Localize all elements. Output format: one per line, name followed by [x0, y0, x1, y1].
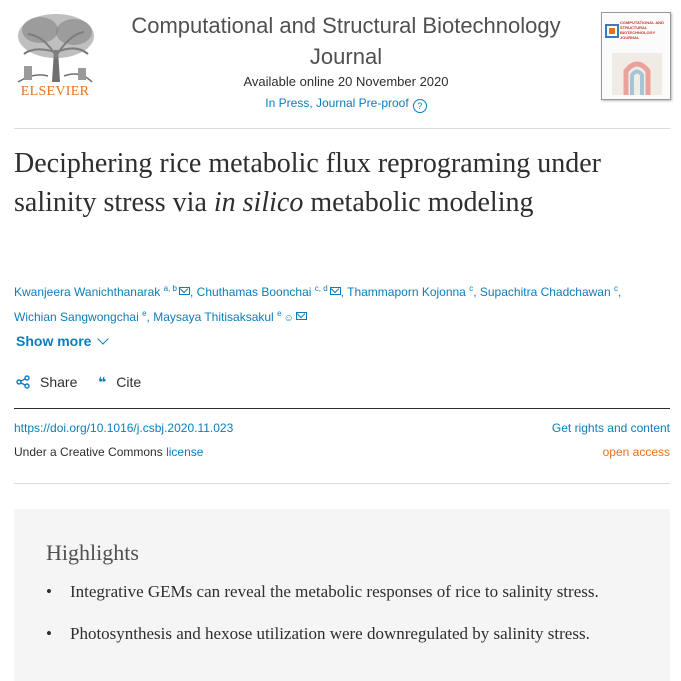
author-list: Kwanjeera Wanichthanarak $^{a, b}$ , Chuthamas Boonchai $^{c, d}$ , Thammaporn Kojonna $^c$, Supachitra Chadchawan $^c$, Wichian Sangwongchai $^e$, Maysaya Thitisaksakul $^e$ ☺ [14, 284, 622, 324]
journal-status-label[interactable]: In Press, Journal Pre-proof [265, 96, 409, 110]
author-affiliation[interactable]: c [469, 284, 474, 293]
highlight-item: • Photosynthesis and hexose utilization were downregulated by salinity stress. [46, 621, 636, 647]
cite-button[interactable] [98, 374, 141, 391]
license-link[interactable]: license [166, 445, 204, 459]
highlights-section [14, 509, 670, 681]
author-affiliation[interactable]: c [613, 284, 618, 293]
journal-status[interactable] [120, 96, 572, 113]
author-link[interactable]: Supachitra Chadchawan [479, 285, 611, 299]
meta-divider [14, 408, 670, 409]
title-italic: in silico [213, 187, 304, 218]
show-more-label: Show more [16, 333, 92, 349]
header-divider [14, 128, 670, 129]
cover-artwork [612, 53, 662, 95]
elsevier-wordmark[interactable]: ELSEVIER [20, 84, 90, 99]
author-affiliation[interactable]: e [277, 309, 282, 318]
title-text-2: metabolic modeling [303, 187, 534, 218]
quote-icon: ❝ [98, 374, 107, 390]
author-link[interactable]: Wichian Sangwongchai [14, 310, 139, 324]
author-link[interactable]: Kwanjeera Wanichthanarak [14, 285, 161, 299]
cover-title: COMPUTATIONAL AND STRUCTURAL BIOTECHNOLOGY JOURNAL [620, 20, 665, 40]
available-online-date: Available online 20 November 2020 [243, 74, 449, 89]
author-link[interactable]: Chuthamas Boonchai [196, 285, 312, 299]
author-link[interactable]: Thammaporn Kojonna [347, 285, 466, 299]
show-more-button[interactable] [16, 333, 107, 349]
share-icon [16, 375, 30, 389]
rights-link[interactable]: Get rights and content [551, 421, 670, 435]
journal-cover-thumbnail[interactable] [601, 12, 671, 100]
help-icon[interactable]: ? [413, 99, 427, 113]
journal-title[interactable]: Computational and Structural Biotechnology Journal [131, 13, 561, 69]
license-line [14, 445, 203, 459]
highlights-title: Highlights [46, 540, 139, 565]
highlights-list [46, 579, 636, 663]
author-affiliation[interactable]: c, d [314, 284, 328, 293]
author-link[interactable]: Maysaya Thitisaksakul [153, 310, 274, 324]
chevron-down-icon [98, 333, 109, 344]
highlight-item: • Integrative GEMs can reveal the metabolic responses of rice to salinity stress. [46, 579, 636, 605]
open-access-badge: open access [602, 445, 670, 459]
journal-header [0, 0, 681, 128]
corresponding-author-icon[interactable]: ☺ [283, 313, 294, 324]
article-title [14, 144, 654, 222]
cover-emblem [604, 23, 620, 39]
license-prefix: Under a Creative Commons [14, 445, 167, 459]
title-text-1: Deciphering rice metabolic flux reprograming under salinity stress via [14, 148, 601, 218]
email-icon[interactable] [179, 287, 190, 295]
author-affiliation[interactable]: e [142, 309, 147, 318]
cite-label: Cite [116, 374, 142, 390]
doi-link[interactable]: https://doi.org/10.1016/j.csbj.2020.11.023 [14, 421, 234, 435]
section-divider [14, 483, 670, 484]
email-icon[interactable] [330, 287, 341, 295]
author-affiliation[interactable]: a, b [163, 284, 177, 293]
share-label: Share [40, 374, 78, 390]
share-button[interactable] [16, 374, 77, 390]
email-icon[interactable] [296, 312, 307, 320]
